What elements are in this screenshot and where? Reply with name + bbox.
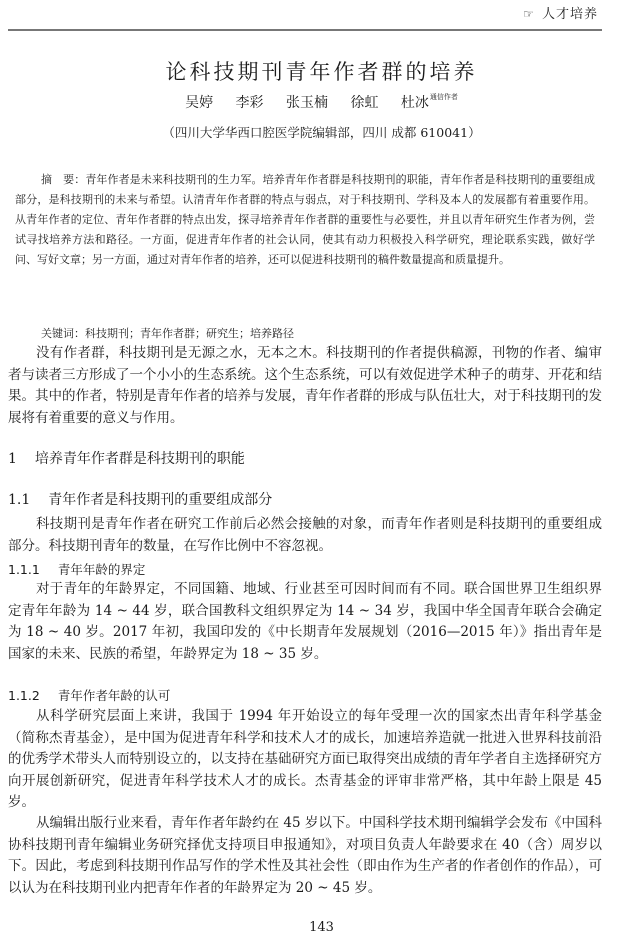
intro-paragraph: 没有作者群，科技期刊是无源之水，无本之木。科技期刊的作者提供稿源，刊物的作者、编审者与读者三方形成了一个小小的生态系统。这个生态系统，可以有效促进学术种子的萌芽、开花和结果。其中的作者，特别是青年作者的培养与发展，青年作者群的形成与队伍壮大，对于科技期刊的发展将有着重要的意义与作用。 xyxy=(8,345,602,426)
subsubsection-title: 青年作者年龄的认可 xyxy=(57,688,171,703)
pointing-hand-icon: ☞ xyxy=(523,7,535,21)
author-name xyxy=(401,95,458,111)
subsubsection-number: 1.1.1 xyxy=(8,562,40,577)
corresponding-author-note: 通信作者 xyxy=(429,93,458,101)
subsubsection-heading xyxy=(8,686,170,704)
body-paragraph: 科技期刊是青年作者在研究工作前后必然会接触的对象，而青年作者则是科技期刊的重要组成部分。科技期刊青年的数量，在写作比例中不容忽视。 xyxy=(8,516,602,554)
author-name: 徐虹 xyxy=(350,95,379,111)
section-number: 1 xyxy=(8,451,17,467)
body-paragraph: 对于青年的年龄界定，不同国籍、地域、行业甚至可因时间而有不同。联合国世界卫生组织界定青年年龄为 14 ~ 44 岁，联合国教科文组织界定为 14 ~ 34 岁，我国中华全国青年联合会确定为 18 ~ 40 岁。2017 年初，我国印发的《中长期青年发展规划（2016—2015 年）》指出青年是国家的未来、民族的希望，年龄界定为 18 ~ 35 岁。 xyxy=(8,581,602,662)
keywords: 关键词：科技期刊；青年作者群；研究生；培养路径 xyxy=(41,327,294,340)
subsubsection-number: 1.1.2 xyxy=(8,688,40,703)
author-name: 李彩 xyxy=(235,95,264,111)
body-paragraph: 从编辑出版行业来看，青年作者年龄约在 45 岁以下。中国科学技术期刊编辑学会发布《中国科协科技期刊青年编辑业务研究择优支持项目申报通知》，对项目负责人年龄要求在 40（含）周岁以下。因此，考虑到科技期刊作品写作的学术性及其社会性（即由作为生产者的作者创作的作品），可以认为在科技期刊业内把青年作者的年龄界定为 20 ~ 45 岁。 xyxy=(8,815,602,896)
body-paragraph: 从科学研究层面上来讲，我国于 1994 年开始设立的每年受理一次的国家杰出青年科学基金（简称杰青基金），是中国为促进青年科学和技术人才的成长，加速培养造就一批进入世界科技前沿的优秀学术带头人而特别设立的，以支持在基础研究方面已取得突出成绩的青年学者自主选择研究方向开展创新研究，促进青年科学技术人才的成长。杰青基金的评审非常严格，其中年龄上限是 45 岁。 xyxy=(8,708,602,810)
section-heading xyxy=(8,448,245,468)
section-title: 培养青年作者群是科技期刊的职能 xyxy=(34,451,245,467)
subsection-number: 1.1 xyxy=(8,492,31,508)
subsubsection-title: 青年年龄的界定 xyxy=(57,562,146,577)
author-list xyxy=(0,92,643,112)
header-divider xyxy=(8,29,602,31)
author-name: 张玉楠 xyxy=(286,95,328,111)
article-title: 论科技期刊青年作者群的培养 xyxy=(165,60,478,84)
affiliation: （四川大学华西口腔医学院编辑部，四川 成都 610041） xyxy=(162,125,481,140)
subsubsection-heading xyxy=(8,560,145,578)
running-header xyxy=(523,3,598,22)
abstract: 摘 要：青年作者是未来科技期刊的生力军。培养青年作者群是科技期刊的职能，青年作者是科技期刊的重要组成部分，是科技期刊的未来与希望。认清青年作者群的特点与弱点，对于科技期刊、学科及本人的发展都有着重要作用。从青年作者的定位、青年作者群的特点出发，探寻培养青年作者群的重要性与必要性，并且以青年研究生作者为例，尝试寻找培养方法和路径。一方面，促进青年作者的社会认同，使其有动力积极投入科学研究，理论联系实践，做好学问、写好文章；另一方面，通过对青年作者的培养，还可以促进科技期刊的稿件数量提高和质量提升。 xyxy=(15,173,595,266)
author-name: 吴婷 xyxy=(185,95,214,111)
corresponding-author-name: 杜冰 xyxy=(400,95,429,111)
section-label: 人才培养 xyxy=(541,7,598,22)
subsection-title: 青年作者是科技期刊的重要组成部分 xyxy=(48,492,273,508)
subsection-heading xyxy=(8,489,272,509)
page-number: 143 xyxy=(309,920,334,935)
